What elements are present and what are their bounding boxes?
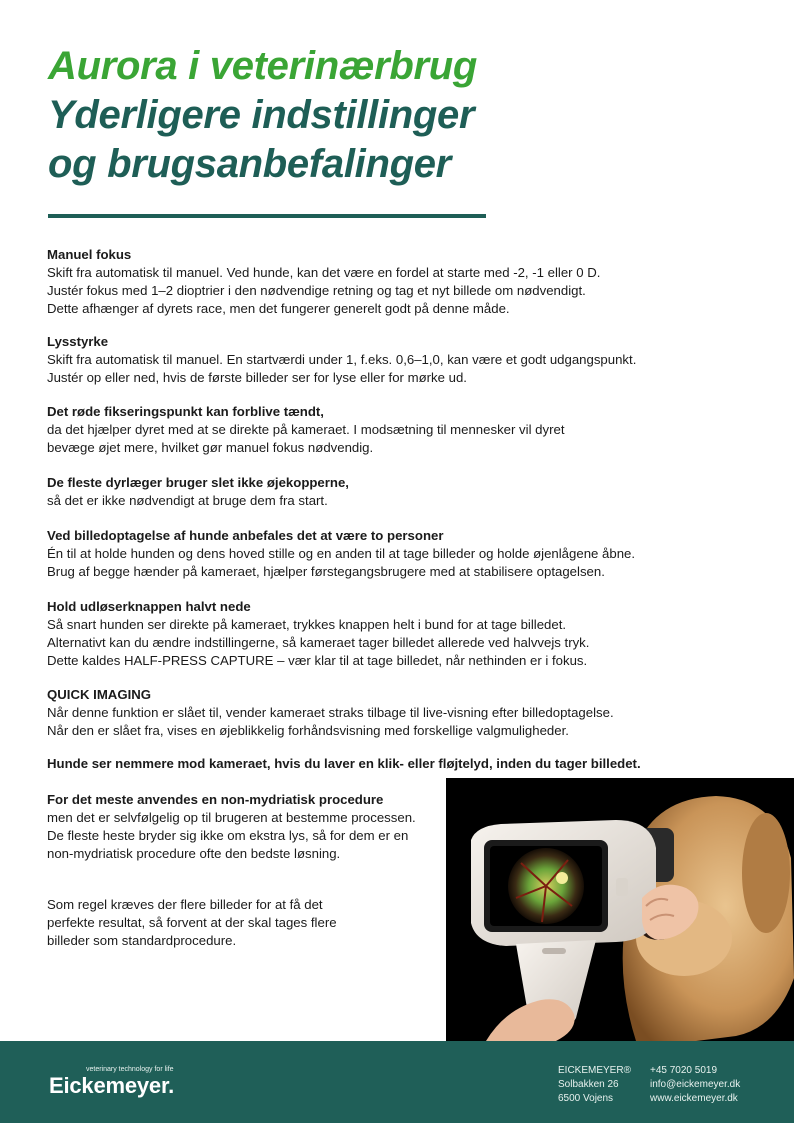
section-two-persons bbox=[47, 527, 697, 581]
section-line: Så snart hunden ser direkte på kameraet, trykkes knappen helt i bund for at tage billedet. bbox=[47, 617, 567, 632]
title-line-2: Yderligere indstillinger bbox=[48, 93, 475, 137]
page-footer bbox=[0, 1041, 794, 1123]
section-line: bevæge øjet mere, hvilket gør manuel fokus nødvendig. bbox=[47, 440, 374, 455]
section-line: så det er ikke nødvendigt at bruge dem fra start. bbox=[47, 493, 328, 508]
section-line: Alternativt kan du ændre indstillingerne, så kameraet tager billedet allerede ved halvvejs tryk. bbox=[47, 635, 590, 650]
page-title bbox=[48, 42, 648, 189]
title-line-1: Aurora i veterinærbrug bbox=[48, 44, 478, 88]
section-manual-focus bbox=[47, 246, 697, 318]
section-fixation-point bbox=[47, 403, 697, 457]
section-heading: Det røde fikseringspunkt kan forblive tændt, bbox=[47, 404, 324, 419]
section-heading: Ved billedoptagelse af hunde anbefales det at være to personer bbox=[47, 528, 444, 543]
section-heading: Lysstyrke bbox=[47, 334, 109, 349]
footer-address bbox=[558, 1064, 631, 1106]
logo-tagline: veterinary technology for life bbox=[86, 1066, 174, 1073]
section-multiple-images bbox=[47, 896, 447, 950]
section-line: Justér fokus med 1–2 dioptrier i den nødvendige retning og tag et nyt billede om nødvendigt. bbox=[47, 283, 586, 298]
section-line: Dette kaldes HALF-PRESS CAPTURE – vær klar til at tage billedet, når nethinden er i fokus. bbox=[47, 653, 588, 668]
eickemeyer-logo: Eickemeyer. bbox=[49, 1073, 175, 1098]
section-heading: QUICK IMAGING bbox=[47, 687, 152, 702]
section-line: Skift fra automatisk til manuel. En startværdi under 1, f.eks. 0,6–1,0, kan være et godt udgangspunkt. bbox=[47, 352, 637, 367]
section-click-sound bbox=[47, 755, 697, 773]
section-line: Når den er slået fra, vises en øjeblikkelig forhåndsvisning med forskellige valgmuligheder. bbox=[47, 723, 569, 738]
section-heading: Hold udløserknappen halvt nede bbox=[47, 599, 251, 614]
footer-contact bbox=[650, 1064, 740, 1106]
section-heading: De fleste dyrlæger bruger slet ikke øjekopperne, bbox=[47, 475, 349, 490]
section-line: Som regel kræves der flere billeder for at få det bbox=[47, 897, 323, 912]
section-line: non-mydriatisk procedure ofte den bedste løsning. bbox=[47, 846, 341, 861]
section-quick-imaging bbox=[47, 686, 697, 740]
section-line: Når denne funktion er slået til, vender kameraet straks tilbage til live-visning efter billedoptagelse. bbox=[47, 705, 614, 720]
section-line: De fleste heste bryder sig ikke om ekstra lys, så for dem er en bbox=[47, 828, 409, 843]
section-line: perfekte resultat, så forvent at der skal tages flere bbox=[47, 915, 337, 930]
section-non-mydriatic bbox=[47, 791, 447, 863]
section-heading: Hunde ser nemmere mod kameraet, hvis du laver en klik- eller fløjtelyd, inden du tager billedet. bbox=[47, 756, 641, 771]
section-eyecups bbox=[47, 474, 697, 510]
section-line: Én til at holde hunden og dens hoved stille og en anden til at tage billeder og holde øjenlågene åbne. bbox=[47, 546, 636, 561]
title-divider bbox=[48, 214, 486, 218]
dog-eye-exam-illustration bbox=[446, 778, 794, 1041]
contact-phone[interactable]: +45 7020 5019 bbox=[650, 1065, 718, 1076]
address-street: Solbakken 26 bbox=[558, 1079, 619, 1090]
title-line-3: og brugsanbefalinger bbox=[48, 142, 451, 186]
contact-website[interactable]: www.eickemeyer.dk bbox=[650, 1093, 738, 1104]
section-brightness bbox=[47, 333, 697, 387]
section-line: Skift fra automatisk til manuel. Ved hunde, kan det være en fordel at starte med -2, -1 eller 0 D. bbox=[47, 265, 601, 280]
section-heading: Manuel fokus bbox=[47, 247, 132, 262]
section-line: billeder som standardprocedure. bbox=[47, 933, 237, 948]
section-line: Brug af begge hænder på kameraet, hjælper førstegangsbrugere med at stabilisere optagelsen. bbox=[47, 564, 605, 579]
section-line: Justér op eller ned, hvis de første billeder ser for lyse eller for mørke ud. bbox=[47, 370, 467, 385]
address-city: 6500 Vojens bbox=[558, 1093, 614, 1104]
contact-email[interactable]: info@eickemeyer.dk bbox=[650, 1079, 741, 1090]
dog-eye-exam-photo bbox=[446, 778, 794, 1041]
address-company: EICKEMEYER® bbox=[558, 1065, 631, 1076]
section-heading: For det meste anvendes en non-mydriatisk procedure bbox=[47, 792, 384, 807]
section-line: da det hjælper dyret med at se direkte på kameraet. I modsætning til mennesker vil dyret bbox=[47, 422, 565, 437]
section-line: men det er selvfølgelig op til brugeren at bestemme processen. bbox=[47, 810, 416, 825]
section-line: Dette afhænger af dyrets race, men det fungerer generelt godt på denne måde. bbox=[47, 301, 510, 316]
section-half-press bbox=[47, 598, 697, 670]
